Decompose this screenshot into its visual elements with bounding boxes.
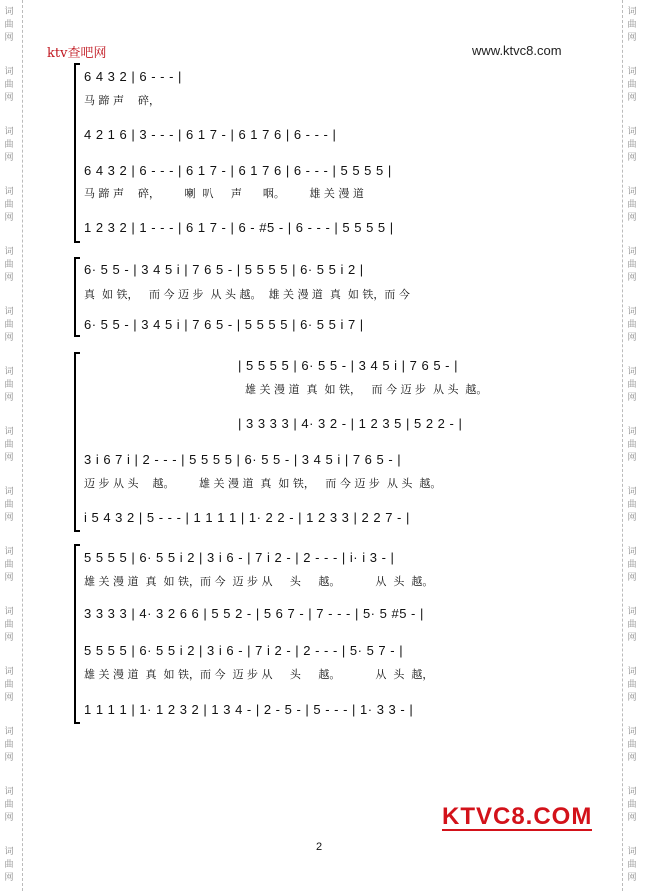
notation-row: 6· 5 5 - | 3 4 5 i | 7 6 5 - | 5 5 5 5 | 6· 5 5 i 2 | (84, 262, 364, 277)
watermark-glyphs: 词 曲 网 (4, 487, 14, 523)
watermark-glyphs: 词 曲 网 (627, 187, 637, 223)
lyric-row: 雄 关 漫 道 真 如 铁，而 今 迈 步 从 头 越。 从 头 越。 (84, 575, 434, 588)
watermark-glyphs: 词 曲 网 (627, 7, 637, 43)
notation-row: 1 1 1 1 | 1· 1 2 3 2 | 1 3 4 - | 2 - 5 - | 5 - - - | 1· 3 3 - | (84, 702, 414, 717)
watermark-glyphs: 词 曲 网 (4, 727, 14, 763)
notation-row: 3 3 3 3 | 4· 3 2 6 6 | 5 5 2 - | 5 6 7 - | 7 - - - | 5· 5 #5 - | (84, 606, 424, 621)
lyric-row: 雄 关 漫 道 真 如 铁，而 今 迈 步 从 头 越。 从 头 越， (84, 668, 434, 681)
brand-right: www.ktvc8.com (472, 43, 562, 58)
watermark-glyphs: 词 曲 网 (4, 127, 14, 163)
watermark-glyphs: 词 曲 网 (4, 607, 14, 643)
system-brace (74, 352, 80, 532)
page-number: 2 (316, 841, 323, 853)
watermark-glyphs: 词 曲 网 (627, 667, 637, 703)
watermark-glyphs: 词 曲 网 (4, 67, 14, 103)
watermark-glyphs: 词 曲 网 (627, 67, 637, 103)
watermark-glyphs: 词 曲 网 (4, 247, 14, 283)
watermark-glyphs: 词 曲 网 (627, 427, 637, 463)
watermark-glyphs: 词 曲 网 (627, 247, 637, 283)
watermark-glyphs: 词 曲 网 (627, 847, 637, 883)
right-watermark-column (622, 0, 645, 891)
logo-underline (442, 829, 592, 831)
watermark-glyphs: 词 曲 网 (4, 427, 14, 463)
notation-row: 3 i 6 7 i | 2 - - - | 5 5 5 5 | 6· 5 5 - | 3 4 5 i | 7 6 5 - | (84, 452, 402, 467)
ktvc8-logo (442, 803, 592, 843)
system-brace (74, 63, 80, 243)
watermark-glyphs: 词 曲 网 (627, 367, 637, 403)
notation-row: 4 2 1 6 | 3 - - - | 6 1 7 - | 6 1 7 6 | 6 - - - | (84, 127, 337, 142)
lyric-row: 马 蹄 声 碎， 喇 叭 声 咽。 雄 关 漫 道 (84, 187, 364, 200)
system-brace (74, 544, 80, 724)
notation-row: 5 5 5 5 | 6· 5 5 i 2 | 3 i 6 - | 7 i 2 - | 2 - - - | 5· 5 7 - | (84, 643, 404, 658)
watermark-glyphs: 词 曲 网 (4, 307, 14, 343)
lyric-row: 马 蹄 声 碎， (84, 94, 160, 107)
watermark-glyphs: 词 曲 网 (4, 547, 14, 583)
watermark-glyphs: 词 曲 网 (627, 787, 637, 823)
notation-row: 1 2 3 2 | 1 - - - | 6 1 7 - | 6 - #5 - | 6 - - - | 5 5 5 5 | (84, 220, 394, 235)
watermark-glyphs: 词 曲 网 (627, 307, 637, 343)
watermark-glyphs: 词 曲 网 (4, 787, 14, 823)
notation-row: 6· 5 5 - | 3 4 5 i | 7 6 5 - | 5 5 5 5 | 6· 5 5 i 7 | (84, 317, 364, 332)
left-watermark-column (0, 0, 23, 891)
notation-row: 6 4 3 2 | 6 - - - | 6 1 7 - | 6 1 7 6 | 6 - - - | 5 5 5 5 | (84, 163, 392, 178)
watermark-glyphs: 词 曲 网 (4, 367, 14, 403)
watermark-glyphs: 词 曲 网 (4, 847, 14, 883)
notation-row: 6 4 3 2 | 6 - - - | (84, 69, 182, 84)
notation-row: i 5 4 3 2 | 5 - - - | 1 1 1 1 | 1· 2 2 - | 1 2 3 3 | 2 2 7 - | (84, 510, 410, 525)
notation-row: 5 5 5 5 | 6· 5 5 i 2 | 3 i 6 - | 7 i 2 - | 2 - - - | i· i 3 - | (84, 550, 395, 565)
watermark-glyphs: 词 曲 网 (4, 7, 14, 43)
notation-row: | 3 3 3 3 | 4· 3 2 - | 1 2 3 5 | 5 2 2 - | (238, 416, 463, 431)
lyric-row: 真 如 铁， 而 今 迈 步 从 头 越。 雄 关 漫 道 真 如 铁，而 今 (84, 288, 410, 301)
notation-row: | 5 5 5 5 | 6· 5 5 - | 3 4 5 i | 7 6 5 - | (238, 358, 458, 373)
watermark-glyphs: 词 曲 网 (627, 607, 637, 643)
watermark-glyphs: 词 曲 网 (627, 547, 637, 583)
lyric-row: 雄 关 漫 道 真 如 铁， 而 今 迈 步 从 头 越。 (245, 383, 488, 396)
watermark-glyphs: 词 曲 网 (4, 187, 14, 223)
watermark-glyphs: 词 曲 网 (627, 127, 637, 163)
system-brace (74, 257, 80, 337)
brand-left: ktv查吧网 (47, 46, 107, 61)
watermark-glyphs: 词 曲 网 (627, 727, 637, 763)
watermark-glyphs: 词 曲 网 (4, 667, 14, 703)
watermark-glyphs: 词 曲 网 (627, 487, 637, 523)
lyric-row: 迈 步 从 头 越。 雄 关 漫 道 真 如 铁， 而 今 迈 步 从 头 越。 (84, 477, 442, 490)
logo-text: KTVC8.COM (442, 803, 593, 830)
